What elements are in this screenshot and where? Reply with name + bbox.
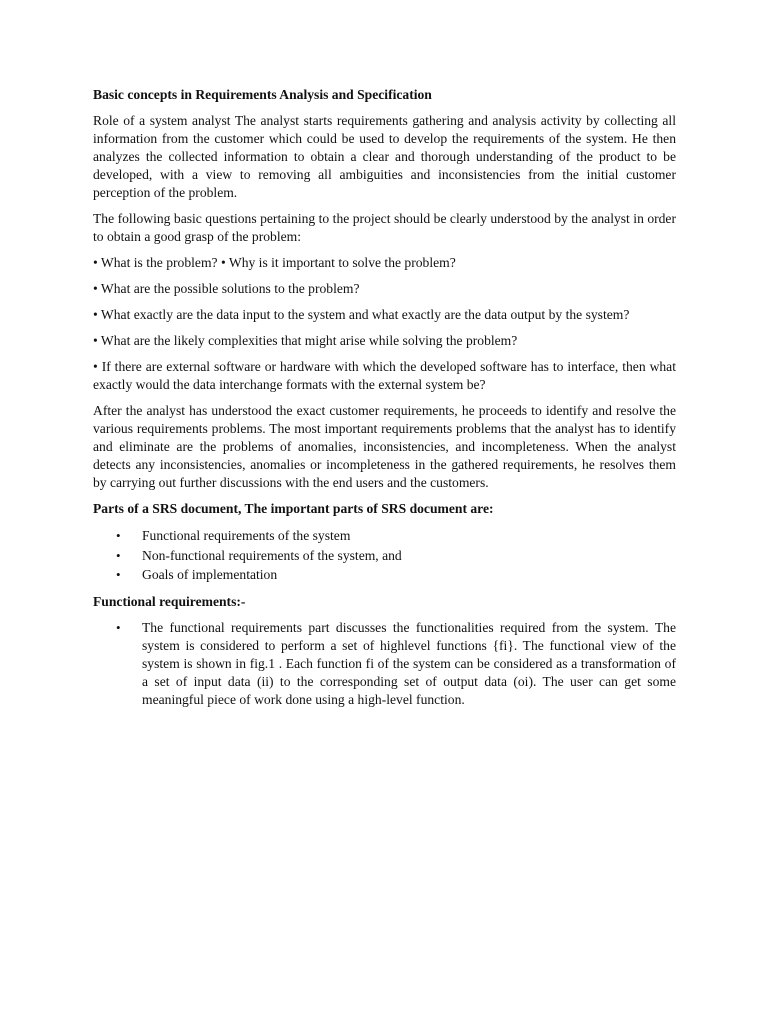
functional-requirements-heading: Functional requirements:- bbox=[93, 593, 246, 609]
bullet-icon: • bbox=[116, 528, 121, 543]
srs-parts-list bbox=[93, 526, 676, 585]
list-item bbox=[93, 546, 676, 566]
question-item: • What are the likely complexities that might arise while solving the problem? bbox=[93, 333, 518, 348]
list-item-text: Goals of implementation bbox=[142, 567, 278, 582]
functional-requirements-list bbox=[93, 619, 676, 709]
paragraph-role-of-analyst: Role of a system analyst The analyst starts requirements gathering and analysis activity by collecting all information from the customer which could be used to develop the requirements of the system. He then analyzes the collected information to obtain a clear and thorough understanding of the product to be developed, with a view to removing all ambiguities and inconsistencies from the initial customer perception of the problem. bbox=[93, 113, 676, 200]
paragraph-questions-intro: The following basic questions pertaining to the project should be clearly understood by the analyst in order to obtain a good grasp of the problem: bbox=[93, 211, 676, 244]
srs-parts-heading: Parts of a SRS document, The important parts of SRS document are: bbox=[93, 501, 494, 516]
paragraph-after-requirements: After the analyst has understood the exact customer requirements, he proceeds to identify and resolve the various requirements problems. The most important requirements problems that the analyst has to identify and eliminate are the problems of anomalies, inconsistencies, and incompleteness. When the analyst detects any inconsistencies, anomalies or incompleteness in the gathered requirements, he resolves them by carrying out further discussions with the end users and the customers. bbox=[93, 403, 676, 490]
list-item-text: The functional requirements part discusses the functionalities required from the system. The system is considered to perform a set of highlevel functions {fi}. The functional view of the system is shown in fig.1 . Each function fi of the system can be considered as a transformation of a set of input data (ii) to the corresponding set of output data (oi). The user can get some meaningful piece of work done using a high-level function. bbox=[142, 619, 676, 707]
list-item bbox=[93, 526, 676, 546]
question-item: • What is the problem? • Why is it important to solve the problem? bbox=[93, 255, 456, 270]
bullet-icon: • bbox=[116, 567, 121, 582]
list-item bbox=[93, 619, 676, 709]
list-item bbox=[93, 565, 676, 585]
question-item: • If there are external software or hardware with which the developed software has to interface, then what exactly would the data interchange formats with the external system be? bbox=[93, 359, 676, 392]
list-item-text: Non-functional requirements of the system, and bbox=[142, 547, 402, 563]
bullet-icon: • bbox=[116, 619, 121, 635]
question-item: • What exactly are the data input to the system and what exactly are the data output by the system? bbox=[93, 307, 630, 322]
document-title: Basic concepts in Requirements Analysis and Specification bbox=[93, 87, 432, 102]
list-item-text: Functional requirements of the system bbox=[142, 528, 351, 543]
bullet-icon: • bbox=[116, 547, 121, 563]
question-item: • What are the possible solutions to the problem? bbox=[93, 281, 360, 296]
